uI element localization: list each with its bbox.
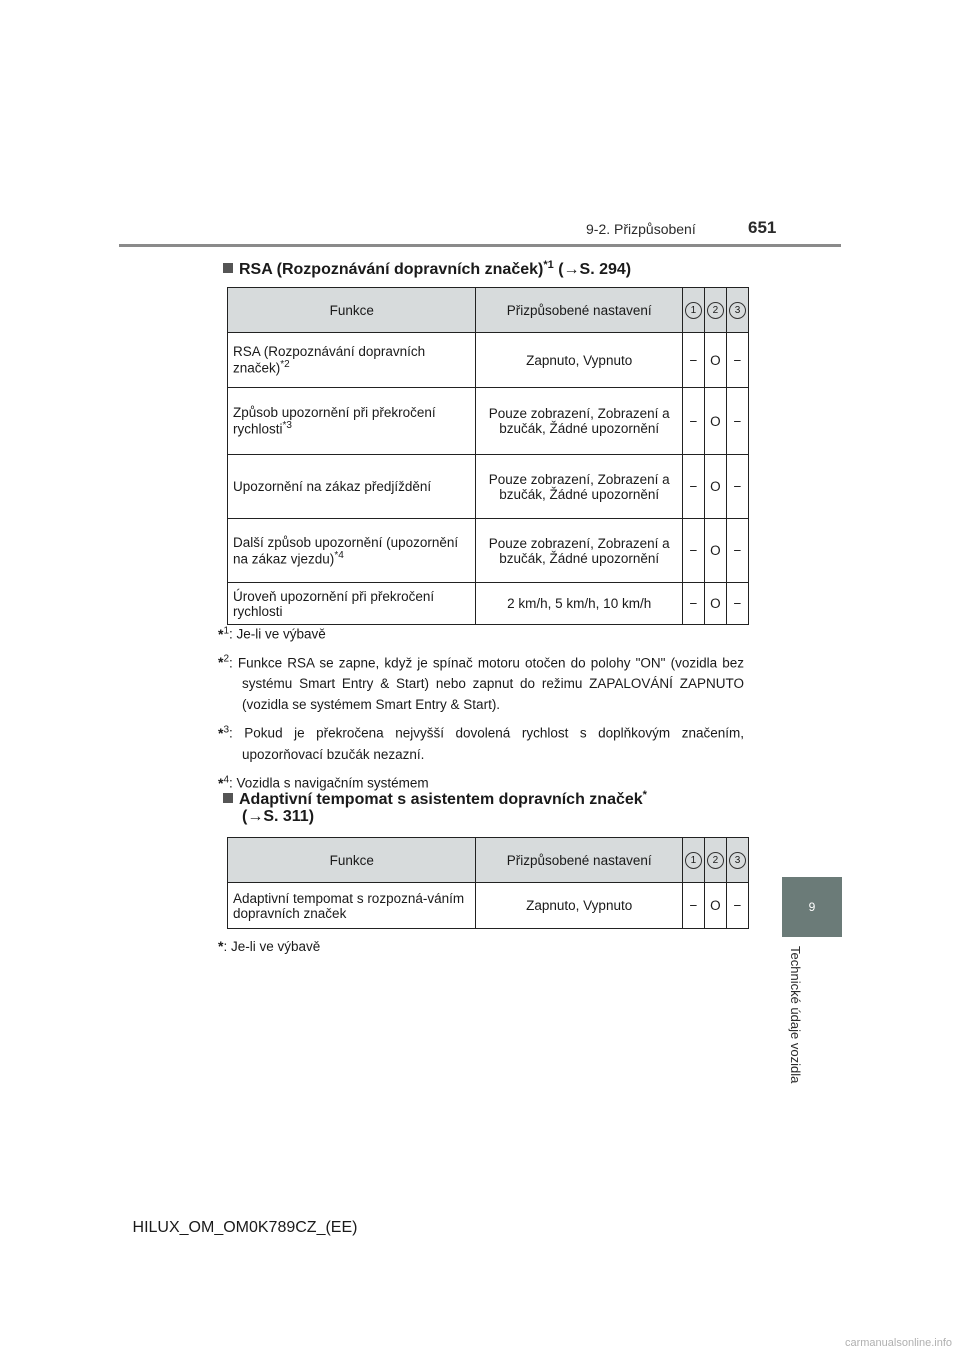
cell-2: O [704, 519, 726, 583]
column-header-nastaveni: Přizpůsobené nastavení [476, 288, 683, 333]
title-footnote-mark: * [642, 789, 647, 801]
column-header-1: 1 [682, 288, 704, 333]
cell-funkce: Úroveň upozornění při překročení rychlosti [228, 583, 476, 625]
table-header-row [228, 838, 749, 883]
column-header-funkce: Funkce [228, 288, 476, 333]
chapter-tab-label: Technické údaje vozidla [788, 946, 803, 1084]
footnote: *$^2$: Funkce RSA se zapne, když je spínač motoru otočen do polohy "ON" (vozidla bez systému Smart Entry & Start) nebo zapnut do režimu ZAPALOVÁNÍ ZAPNUTO (vozidla se systémem Smart Entry & Start). [218, 653, 744, 713]
section-title: Adaptivní tempomat s asistentem dopravních značek [239, 791, 643, 808]
column-header-funkce: Funkce [228, 838, 476, 883]
cell-2: O [704, 455, 726, 519]
footnote: *$^4$: Vozidla s navigačním systémem [218, 773, 429, 791]
cell-1: − [682, 333, 704, 388]
chapter-tab-number: 9 [808, 900, 816, 914]
cell-1: − [682, 583, 704, 625]
heading-bullet-icon [223, 793, 233, 803]
cell-nastaveni: Pouze zobrazení, Zobrazení a bzučák, Žádné upozornění [476, 455, 683, 519]
heading-bullet-icon [223, 263, 233, 273]
footnotes-rsa [218, 620, 744, 794]
cell-nastaveni: Pouze zobrazení, Zobrazení a bzučák, Žádné upozornění [476, 388, 683, 455]
cell-funkce: Další způsob upozornění (upozornění na zákaz vjezdu)$^{*4}$ [228, 519, 476, 583]
cell-nastaveni: Zapnuto, Vypnuto [476, 333, 683, 388]
column-header-1: 1 [682, 838, 704, 883]
table-row [228, 519, 749, 583]
cell-funkce: Způsob upozornění při překročení rychlosti$^{*3}$ [228, 388, 476, 455]
table-row [228, 455, 749, 519]
cell-nastaveni: Pouze zobrazení, Zobrazení a bzučák, Žádné upozornění [476, 519, 683, 583]
table-row [228, 333, 749, 388]
settings-table-acc [227, 837, 749, 929]
title-footnote-mark: *1 [543, 259, 554, 271]
section-heading-rsa [223, 254, 631, 281]
cell-funkce: Upozornění na zákaz předjíždění [228, 455, 476, 519]
column-header-2: 2 [704, 288, 726, 333]
page-number: 651 [748, 218, 777, 237]
document-footer-code: HILUX_OM_OM0K789CZ_(EE) [132, 1219, 358, 1236]
footnote: *$^3$: Pokud je překročena nejvyšší dovolená rychlost s doplňkovým značením, upozorňovací bzučák nezazní. [218, 724, 744, 762]
cell-3: − [726, 583, 748, 625]
section-title: RSA (Rozpoznávání dopravních značek) [239, 261, 544, 278]
footnotes-acc [218, 936, 744, 957]
settings-table-rsa [227, 287, 749, 625]
cell-3: − [726, 519, 748, 583]
cell-3: − [726, 333, 748, 388]
cell-1: − [682, 455, 704, 519]
table-header-row [228, 288, 749, 333]
cell-funkce: RSA (Rozpoznávání dopravních značek)$^{*2}$ [228, 333, 476, 388]
cell-2: O [704, 583, 726, 625]
cell-2: O [704, 883, 726, 929]
column-header-2: 2 [704, 838, 726, 883]
chapter-tab [782, 877, 842, 937]
cell-3: − [726, 455, 748, 519]
cell-2: O [704, 388, 726, 455]
running-header-section: 9-2. Přizpůsobení [586, 221, 696, 237]
section-reference: (→S. 311) [242, 808, 315, 825]
cell-1: − [682, 519, 704, 583]
header-rule [119, 244, 841, 247]
cell-2: O [704, 333, 726, 388]
cell-funkce: Adaptivní tempomat s rozpozná-váním dopravních značek [228, 883, 476, 929]
section-reference: (→S. 294) [558, 261, 632, 278]
cell-1: − [682, 388, 704, 455]
column-header-3: 3 [726, 288, 748, 333]
table-row [228, 583, 749, 625]
footnote: *: Je-li ve výbavě [218, 938, 321, 954]
table-row [228, 388, 749, 455]
column-header-3: 3 [726, 838, 748, 883]
table-row [228, 883, 749, 929]
cell-nastaveni: Zapnuto, Vypnuto [476, 883, 683, 929]
cell-3: − [726, 883, 748, 929]
column-header-nastaveni: Přizpůsobené nastavení [476, 838, 683, 883]
cell-nastaveni: 2 km/h, 5 km/h, 10 km/h [476, 583, 683, 625]
watermark: carmanualsonline.info [844, 1337, 952, 1349]
cell-3: − [726, 388, 748, 455]
cell-1: − [682, 883, 704, 929]
footnote: *$^1$: Je-li ve výbavě [218, 625, 326, 642]
